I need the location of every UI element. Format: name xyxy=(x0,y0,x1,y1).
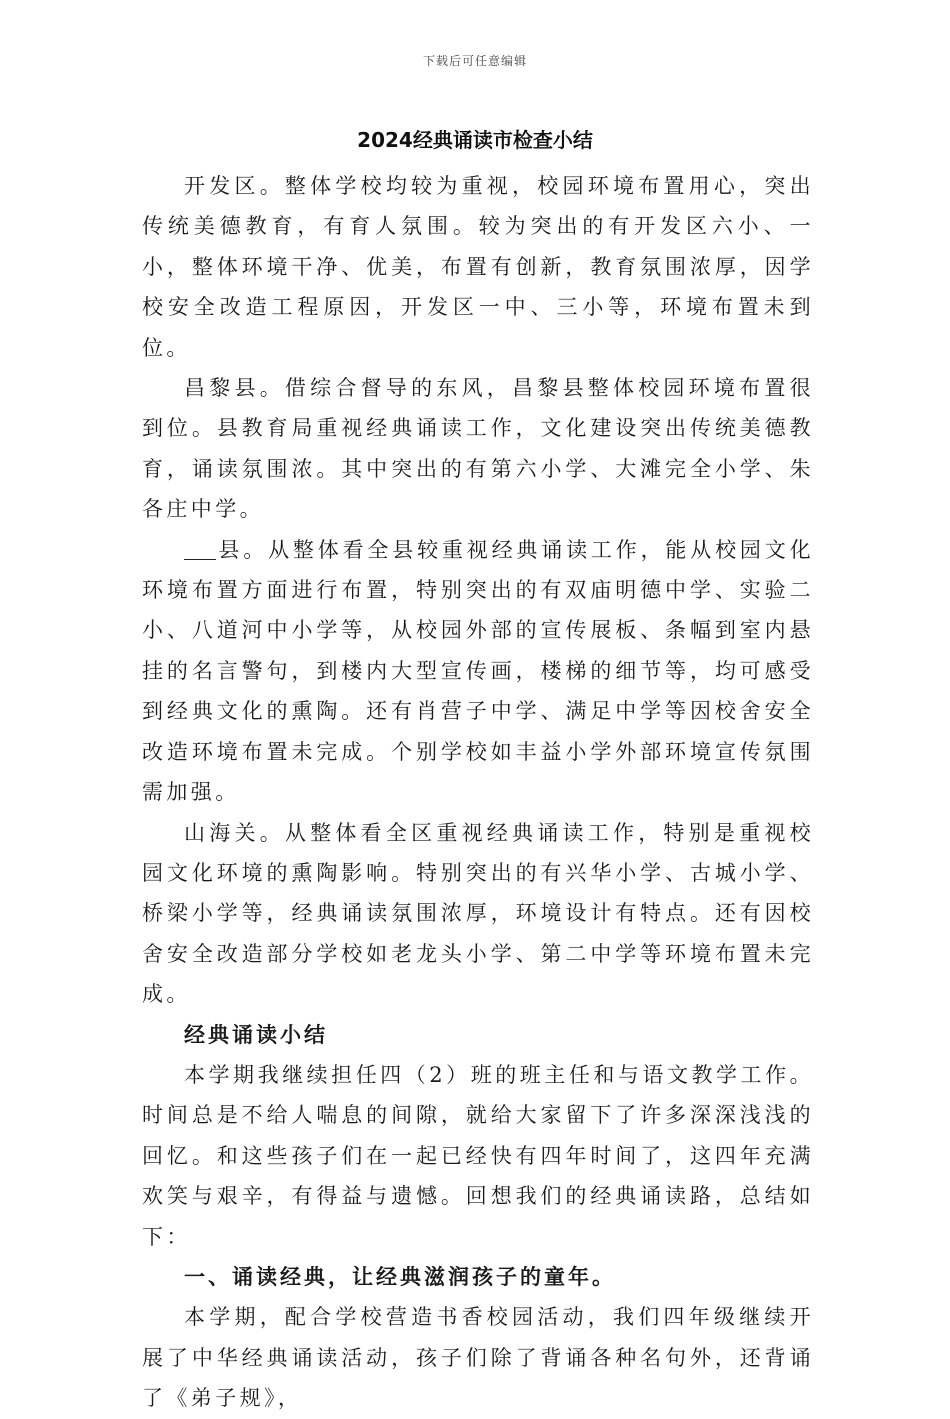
blank-underline xyxy=(184,538,216,560)
paragraph-county xyxy=(142,530,814,813)
paragraph-changli: 昌黎县。借综合督导的东风，昌黎县整体校园环境布置很到位。县教育局重视经典诵读工作，文化建设突出传统美德教育，诵读氛围浓。其中突出的有第六小学、大滩完全小学、朱各庄中学。 xyxy=(142,376,814,522)
paragraph-intro: 本学期我继续担任四（2）班的班主任和与语文教学工作。时间总是不给人喘息的间隙，就给大家留下了许多深深浅浅的回忆。和这些孩子们在一起已经快有四年时间了，这四年充满欢笑与艰辛，有得益与遗憾。回想我们的经典诵读路，总结如下： xyxy=(142,1062,814,1249)
document-body xyxy=(142,166,814,1419)
document-title: 2024经典诵读市检查小结 xyxy=(357,128,593,152)
paragraph-shanhaiguan: 山海关。从整体看全区重视经典诵读工作，特别是重视校园文化环境的熏陶影响。特别突出的有兴华小学、古城小学、桥梁小学等，经典诵读氛围浓厚，环境设计有特点。还有因校舍安全改造部分学校如老龙头小学、第二中学等环境布置未完成。 xyxy=(142,820,814,1007)
paragraph-this-semester: 本学期，配合学校营造书香校园活动，我们四年级继续开展了中华经典诵读活动，孩子们除了背诵各种名句外，还背诵了《弟子规》， xyxy=(142,1305,814,1411)
header-note: 下载后可任意编辑 xyxy=(422,54,527,68)
section-heading-one: 一、诵读经典，让经典滋润孩子的童年。 xyxy=(184,1264,616,1289)
paragraph-kaifaqu: 开发区。整体学校均较为重视，校园环境布置用心，突出传统美德教育，有育人氛围。较为突出的有开发区六小、一小，整体环境干净、优美，布置有创新，教育氛围浓厚，因学校安全改造工程原因，开发区一中、三小等，环境布置未到位。 xyxy=(142,174,814,360)
section-heading-summary: 经典诵读小结 xyxy=(184,1022,328,1047)
paragraph-county-text: 县。从整体看全县较重视经典诵读工作，能从校园文化环境布置方面进行布置，特别突出的有双庙明德中学、实验二小、八道河中小学等，从校园外部的宣传展板、条幅到室内悬挂的名言警句，到楼内大型宣传画，楼梯的细节等，均可感受到经典文化的熏陶。还有肖营子中学、满足中学等因校舍安全改造环境布置未完成。个别学校如丰益小学外部环境宣传氛围需加强。 xyxy=(142,537,814,805)
